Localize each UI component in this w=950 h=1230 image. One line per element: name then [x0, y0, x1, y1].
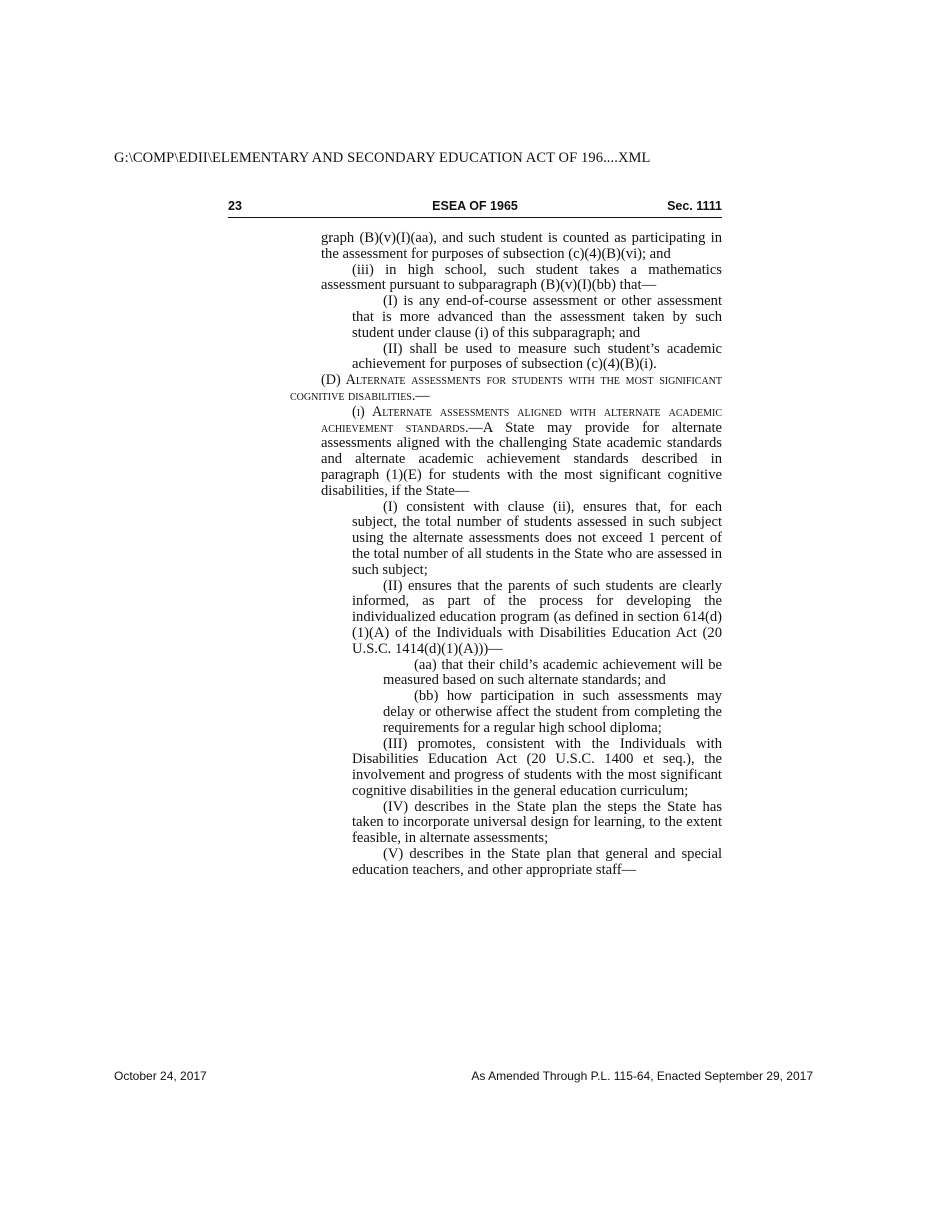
clause-iii: (iii) in high school, such student takes a mathematics assessment pursuant to subparagraph (B)(v)(I)(bb) that—	[321, 261, 722, 294]
subclause-iii-II: (II) shall be used to measure such student’s academic achievement for purposes of subsection (c)(4)(B)(i).	[352, 340, 722, 373]
subclause-iii-I: (I) is any end-of-course assessment or other assessment that is more advanced than the assessment taken by such student under clause (i) of this subparagraph; and	[352, 293, 722, 341]
page-number: 23	[228, 199, 242, 213]
subclause-D-i-III: (III) promotes, consistent with the Individuals with Disabilities Education Act (20 U.S.C. 1400 et seq.), the involvement and progress of students with the most significant cognitive disabilities in the general education curriculum;	[352, 735, 722, 799]
clause-D-i-heading: (i) Alternate assessments aligned with alternate academic achievement standards.—	[321, 403, 722, 436]
footer-amended-note: As Amended Through P.L. 115-64, Enacted September 29, 2017	[471, 1069, 813, 1083]
file-path: G:\COMP\EDII\ELEMENTARY AND SECONDARY EDUCATION ACT OF 196....XML	[114, 150, 651, 166]
statute-text	[0, 231, 950, 879]
item-D-i-II-aa: (aa) that their child’s academic achievement will be measured based on such alternate standards; and	[383, 656, 722, 689]
footer-date: October 24, 2017	[114, 1069, 207, 1083]
item-D-i-II-bb: (bb) how participation in such assessments may delay or otherwise affect the student from completing the requirements for a regular high school diploma;	[383, 688, 722, 736]
running-head-title: ESEA OF 1965	[432, 199, 518, 213]
subclause-D-i-I: (I) consistent with clause (ii), ensures that, for each subject, the total number of students assessed in such subject using the alternate assessments does not exceed 1 percent of the total number of all students in the State who are assessed in such subject;	[352, 498, 722, 578]
clause-D-i-text: A State may provide for alternate assessments aligned with the challenging State academic standards and alternate academic achievement standards described in paragraph (1)(E) for students with the most significant cognitive disabilities, if the State—	[321, 419, 722, 499]
subclause-D-i-IV: (IV) describes in the State plan the steps the State has taken to incorporate universal design for learning, to the extent feasible, in alternate assessments;	[352, 798, 722, 847]
subparagraph-D-heading: (D) Alternate assessments for students with the most significant cognitive disabilities.—	[290, 372, 722, 404]
clause-D-i	[321, 405, 722, 500]
running-head	[228, 197, 722, 218]
subclause-D-i-II: (II) ensures that the parents of such students are clearly informed, as part of the process for developing the individualized education program (as defined in section 614(d)(1)(A) of the Individuals with Disabilities Education Act (20 U.S.C. 1414(d)(1)(A)))—	[352, 577, 722, 657]
paragraph-continuation: graph (B)(v)(I)(aa), and such student is counted as participating in the assessment for purposes of subsection (c)(4)(B)(vi); and	[321, 230, 722, 262]
subclause-D-i-V: (V) describes in the State plan that general and special education teachers, and other appropriate staff—	[352, 846, 722, 878]
section-number: Sec. 1111	[667, 199, 722, 213]
